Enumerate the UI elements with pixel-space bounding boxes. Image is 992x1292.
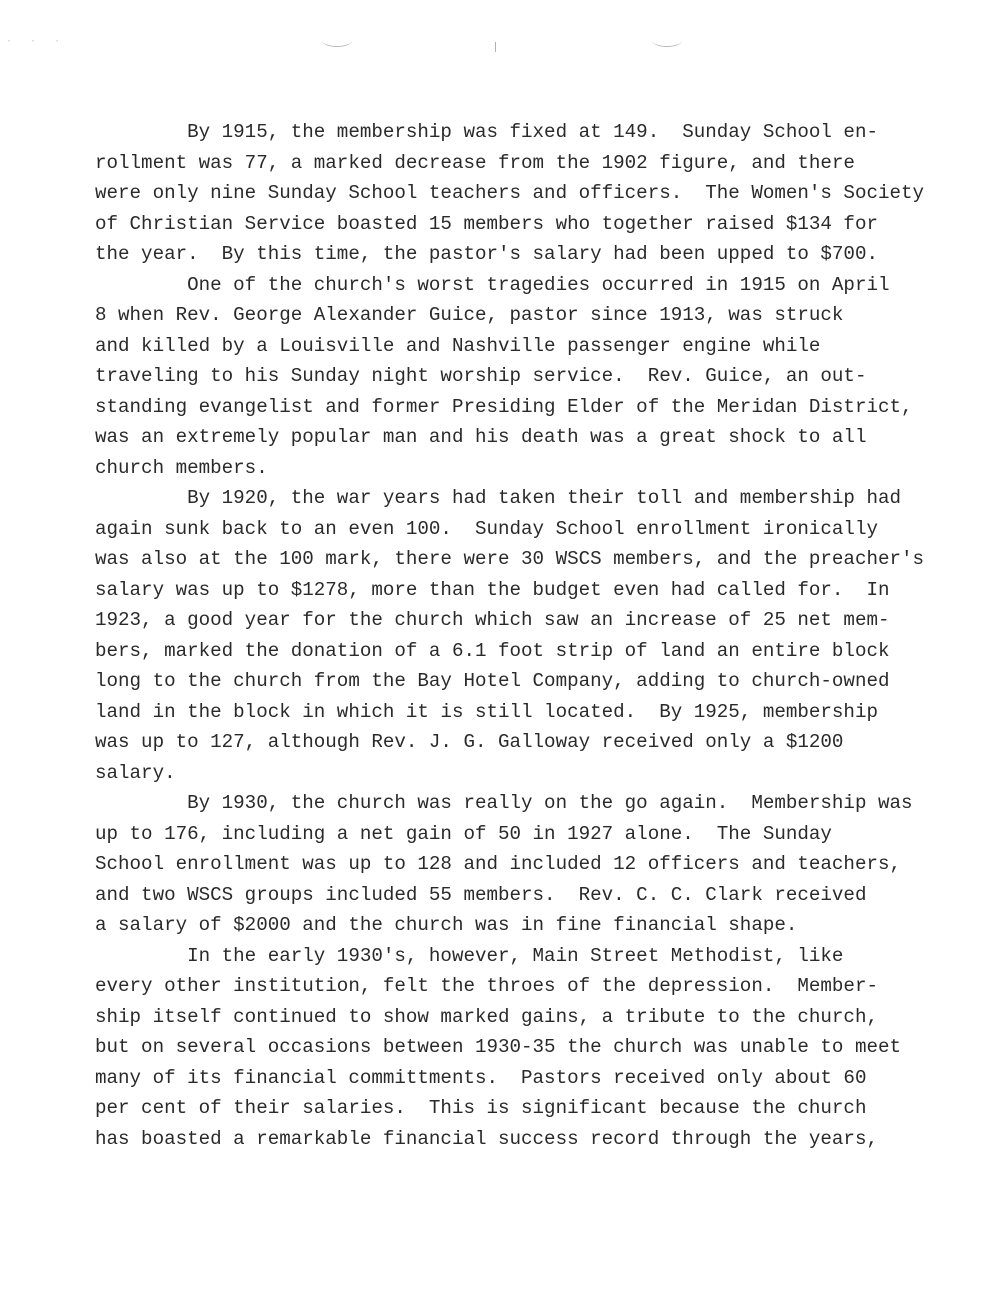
- text-line: ship itself continued to show marked gains, a tribute to the church,: [95, 1005, 878, 1028]
- text-line: were only nine Sunday School teachers and officers. The Women's Society: [95, 182, 925, 204]
- text-line: was an extremely popular man and his death was a great shock to all: [95, 426, 867, 448]
- text-line: of Christian Service boasted 15 members who together raised $134 for: [95, 212, 878, 235]
- text-line: church members.: [95, 456, 268, 479]
- text-line: land in the block in which it is still located. By 1925, membership: [95, 700, 878, 723]
- text-line: salary.: [95, 761, 176, 784]
- text-line: By 1920, the war years had taken their toll and membership had: [95, 487, 902, 509]
- text-line: and killed by a Louisville and Nashville passenger engine while: [95, 334, 821, 357]
- text-line: traveling to his Sunday night worship service. Rev. Guice, an out-: [95, 365, 867, 387]
- text-line: In the early 1930's, however, Main Street Methodist, like: [95, 944, 844, 967]
- text-line: and two WSCS groups included 55 members. Rev. C. C. Clark received: [95, 883, 867, 906]
- text-line: 1923, a good year for the church which saw an increase of 25 net mem-: [95, 609, 890, 631]
- text-line: One of the church's worst tragedies occurred in 1915 on April: [95, 273, 890, 296]
- typed-text-body: [95, 117, 985, 1154]
- text-line: again sunk back to an even 100. Sunday School enrollment ironically: [95, 517, 878, 540]
- text-line: was up to 127, although Rev. J. G. Galloway received only a $1200: [95, 731, 844, 753]
- text-line: standing evangelist and former Presiding Elder of the Meridan District,: [95, 395, 913, 418]
- text-line: every other institution, felt the throes of the depression. Member-: [95, 975, 878, 997]
- binder-hole-mark-right: [652, 34, 682, 47]
- binder-hole-mark-left: [322, 34, 352, 47]
- text-line: long to the church from the Bay Hotel Company, adding to church-owned: [95, 670, 890, 692]
- text-line: many of its financial committments. Pastors received only about 60: [95, 1066, 867, 1089]
- text-line: has boasted a remarkable financial success record through the years,: [95, 1127, 878, 1150]
- text-line: 8 when Rev. George Alexander Guice, pastor since 1913, was struck: [95, 304, 844, 326]
- text-line: School enrollment was up to 128 and included 12 officers and teachers,: [95, 853, 902, 875]
- text-line: but on several occasions between 1930-35 the church was unable to meet: [95, 1036, 902, 1058]
- center-tick-mark: [495, 42, 496, 52]
- text-line: By 1930, the church was really on the go again. Membership was: [95, 792, 913, 814]
- scan-speckles: · · ·: [6, 36, 67, 47]
- text-line: bers, marked the donation of a 6.1 foot strip of land an entire block: [95, 639, 890, 662]
- text-line: a salary of $2000 and the church was in fine financial shape.: [95, 914, 798, 936]
- text-line: the year. By this time, the pastor's salary had been upped to $700.: [95, 243, 878, 265]
- text-line: was also at the 100 mark, there were 30 WSCS members, and the preacher's: [95, 548, 925, 570]
- text-line: By 1915, the membership was fixed at 149. Sunday School en-: [95, 121, 878, 143]
- text-line: per cent of their salaries. This is significant because the church: [95, 1097, 867, 1119]
- text-line: salary was up to $1278, more than the budget even had called for. In: [95, 578, 890, 601]
- text-line: rollment was 77, a marked decrease from the 1902 figure, and there: [95, 151, 855, 174]
- text-line: up to 176, including a net gain of 50 in 1927 alone. The Sunday: [95, 822, 832, 845]
